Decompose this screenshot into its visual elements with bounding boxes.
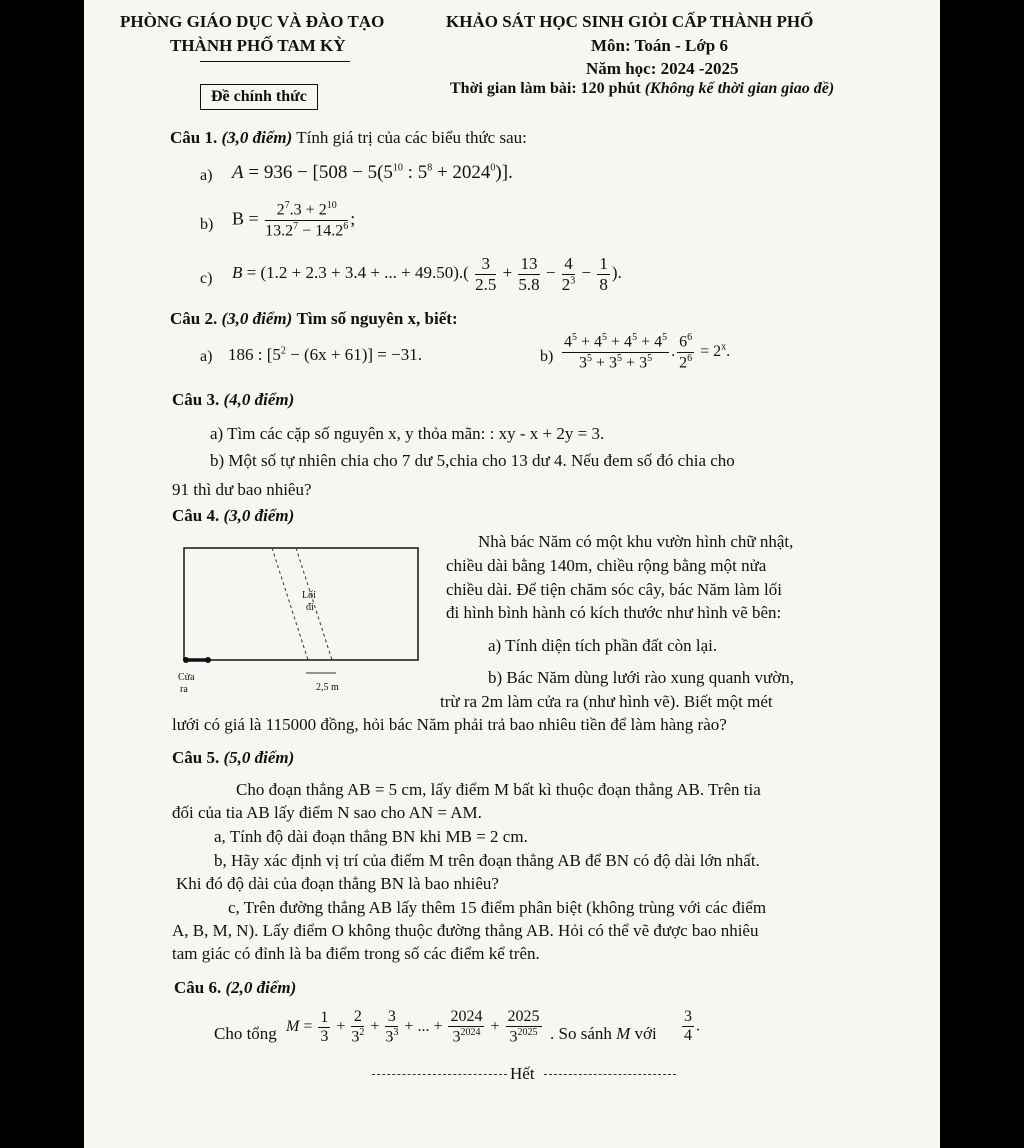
- q5-text-2: đối của tia AB lấy điểm N sao cho AN = AM.: [172, 803, 482, 822]
- q5-a-text: a, Tính độ dài đoạn thẳng BN khi MB = 2 cm.: [214, 827, 528, 846]
- door-label-1: Cửa: [178, 672, 195, 683]
- q6-prefix: Cho tổng: [214, 1024, 277, 1043]
- q2-a-expression: 186 : $[5^2 - (6x + 61)] = -31$.: [228, 345, 422, 364]
- q6-fraction: $\frac{3}{4}$ .: [684, 1008, 700, 1045]
- door-label-2: ra: [180, 684, 188, 695]
- q6-sum-expression: M = $\frac{1}{3}$ + $\frac{2}{3^2}$ + $\frac{3}{3^3}$ + ... + $\frac{2024}{3^{2024}}$ + $\frac{2025}{3^{2025}}$: [286, 1008, 540, 1046]
- q4-b-text-2: trừ ra 2m làm cửa ra (như hình vẽ). Biết một mét: [440, 692, 773, 711]
- q4-text-2: chiều dài bằng 140m, chiều rộng bằng một nửa: [446, 556, 767, 575]
- q6-compare: . So sánh M với: [550, 1024, 657, 1043]
- path-edge-left: [272, 548, 308, 660]
- exam-subject: Môn: Toán - Lớp 6: [591, 36, 728, 55]
- q1-a-label: a): [200, 167, 213, 184]
- question-6-heading: Câu 6. (2,0 điểm): [174, 978, 297, 997]
- q5-text-1: Cho đoạn thẳng AB = 5 cm, lấy điểm M bất kì thuộc đoạn thẳng AB. Trên tia: [236, 780, 761, 799]
- q2-a-label: a): [200, 348, 213, 365]
- question-4-heading: Câu 4. (3,0 điểm): [172, 506, 295, 525]
- q4-b-text-1: b) Bác Năm dùng lưới rào xung quanh vườn,: [488, 668, 794, 687]
- q3-b-text-1: b) Một số tự nhiên chia cho 7 dư 5,chia cho 13 dư 4. Nếu đem số đó chia cho: [210, 451, 735, 470]
- q4-text-4: đi hình bình hành có kích thước như hình vẽ bên:: [446, 603, 782, 622]
- q2-b-label: b): [540, 348, 554, 365]
- department-name: PHÒNG GIÁO DỤC VÀ ĐÀO TẠO: [120, 12, 385, 31]
- q5-b-text-2: Khi đó độ dài của đoạn thẳng BN là bao nhiêu?: [176, 874, 499, 893]
- exam-title: KHẢO SÁT HỌC SINH GIỎI CẤP THÀNH PHỐ: [446, 12, 814, 31]
- width-label: 2,5 m: [316, 682, 339, 693]
- garden-rectangle: [184, 548, 418, 660]
- garden-figure: [178, 540, 440, 700]
- q4-text-1: Nhà bác Năm có một khu vườn hình chữ nhật,: [478, 532, 794, 551]
- q1-b-label: b): [200, 216, 214, 233]
- path-edge-right: [296, 548, 332, 660]
- q4-b-text-3: lưới có giá là 115000 đồng, hỏi bác Năm phải trả bao nhiêu tiền để làm hàng rào?: [172, 715, 727, 734]
- q5-c-text-3: tam giác có đỉnh là ba điểm trong số các điểm kể trên.: [172, 944, 540, 963]
- question-1-heading: Câu 1. (3,0 điểm) Tính giá trị của các biểu thức sau:: [170, 128, 527, 147]
- q1-a-expression: $A = 936 - [508 - 5(5^{10}$ : $5^8 + 2024^0$)].: [232, 162, 513, 183]
- header-underline: [200, 61, 350, 62]
- question-3-heading: Câu 3. (4,0 điểm): [172, 390, 295, 409]
- q5-c-text-1: c, Trên đường thẳng AB lấy thêm 15 điểm phân biệt (không trùng với các điểm: [228, 898, 767, 917]
- q1-c-expression: B = (1.2 + 2.3 + 3.4 + ... + 49.50).( $\frac{3}{2.5}$ + $\frac{13}{5.8}$ − $\frac{4}{2^3}$ − $\frac{1}{8}$ ).: [232, 254, 622, 294]
- q1-b-expression: B = $\frac{2^7.3 + 2^{10}}{13.2^7 - 14.2^6}$ ;: [232, 200, 356, 240]
- question-2-heading: Câu 2. (3,0 điểm) Tìm số nguyên x, biết:: [170, 309, 458, 328]
- question-5-heading: Câu 5. (5,0 điểm): [172, 748, 295, 767]
- city-name: THÀNH PHỐ TAM KỲ: [170, 36, 346, 55]
- official-badge: Đề chính thức: [200, 84, 318, 110]
- end-marker: Hết: [510, 1064, 535, 1083]
- door-point-right: [205, 657, 211, 663]
- q3-a-text: a) Tìm các cặp số nguyên x, y thỏa mãn: : xy - x + 2y = 3.: [210, 424, 605, 443]
- q4-text-3: chiều dài. Để tiện chăm sóc cây, bác Năm làm lối: [446, 580, 782, 599]
- footer-dash-left: [372, 1074, 507, 1075]
- q2-b-expression: $\frac{4^5 + 4^5 + 4^5 + 4^5}{3^5 + 3^5 + 3^5}$ . $\frac{6^6}{2^6}$ = $2^x$.: [564, 332, 731, 372]
- path-label-1: Lối: [302, 590, 316, 601]
- path-label-2: đi: [306, 602, 314, 613]
- door-point-left: [183, 657, 189, 663]
- q5-b-text-1: b, Hãy xác định vị trí của điểm M trên đoạn thẳng AB để BN có độ dài lớn nhất.: [214, 851, 760, 870]
- q1-c-label: c): [200, 270, 213, 287]
- q3-b-text-2: 91 thì dư bao nhiêu?: [172, 480, 312, 499]
- q4-a-text: a) Tính diện tích phần đất còn lại.: [488, 636, 718, 655]
- q5-c-text-2: A, B, M, N). Lấy điểm O không thuộc đường thẳng AB. Hỏi có thể vẽ được bao nhiêu: [172, 921, 759, 940]
- exam-year: Năm học: 2024 -2025: [586, 59, 739, 78]
- exam-time: Thời gian làm bài: 120 phút (Không kể thời gian giao đề): [450, 80, 835, 97]
- footer-dash-right: [544, 1074, 676, 1075]
